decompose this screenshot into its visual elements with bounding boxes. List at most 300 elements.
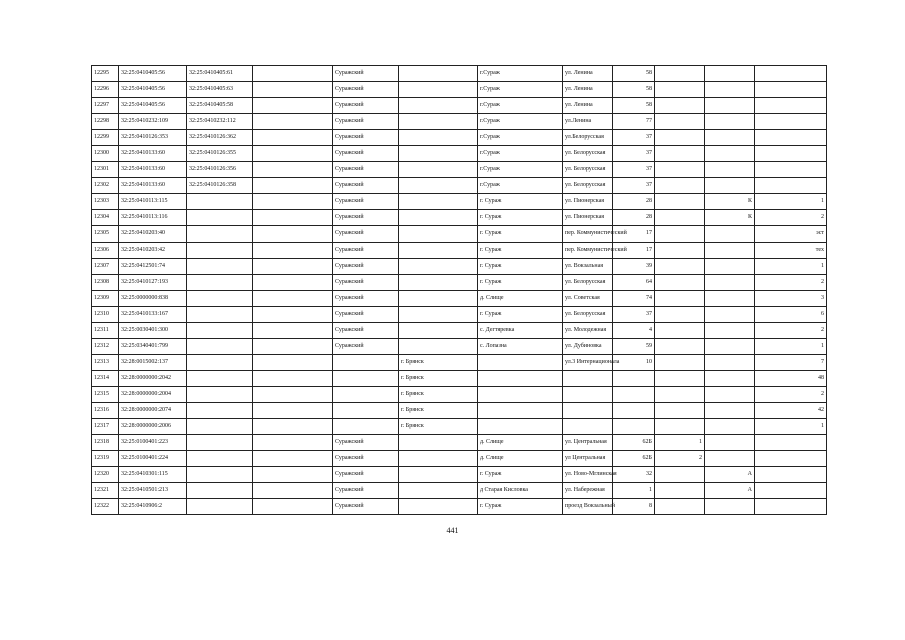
- locality-cell: г. Сураж: [478, 306, 563, 322]
- building-number-cell: [655, 402, 705, 418]
- locality-cell: г. Сураж: [478, 499, 563, 515]
- cadastral-number-cell: 32:25:0410301:115: [119, 467, 187, 483]
- cadastral-number-2-cell: [187, 194, 253, 210]
- table-row: [92, 82, 827, 98]
- city-cell: [399, 162, 478, 178]
- cadastral-number-2-cell: 32:25:0410232:112: [187, 114, 253, 130]
- house-number-cell: 1: [613, 483, 655, 499]
- locality-cell: с. Лопазна: [478, 338, 563, 354]
- district-cell: Суражский: [333, 162, 399, 178]
- city-cell: [399, 226, 478, 242]
- building-number-cell: [655, 242, 705, 258]
- cadastral-number-2-cell: [187, 338, 253, 354]
- building-number-cell: [655, 146, 705, 162]
- apartment-cell: 1: [755, 338, 827, 354]
- empty-cell: [253, 194, 333, 210]
- cadastral-number-cell: 32:25:0100401:224: [119, 451, 187, 467]
- row-number-cell: 12313: [92, 354, 119, 370]
- locality-cell: г.Сураж: [478, 114, 563, 130]
- district-cell: Суражский: [333, 435, 399, 451]
- row-number-cell: 12309: [92, 290, 119, 306]
- locality-cell: г. Сураж: [478, 210, 563, 226]
- table-row: [92, 226, 827, 242]
- district-cell: Суражский: [333, 499, 399, 515]
- locality-cell: д Старая Кисловка: [478, 483, 563, 499]
- cadastral-number-cell: 32:25:0030401:300: [119, 322, 187, 338]
- building-letter-cell: [705, 226, 755, 242]
- street-cell: [563, 402, 613, 418]
- building-letter-cell: [705, 338, 755, 354]
- cadastral-number-2-cell: [187, 274, 253, 290]
- empty-cell: [253, 370, 333, 386]
- building-letter-cell: [705, 451, 755, 467]
- row-number-cell: 12307: [92, 258, 119, 274]
- locality-cell: [478, 354, 563, 370]
- table-row: [92, 370, 827, 386]
- empty-cell: [253, 274, 333, 290]
- table-row: [92, 386, 827, 402]
- empty-cell: [253, 322, 333, 338]
- locality-cell: г. Сураж: [478, 194, 563, 210]
- district-cell: [333, 402, 399, 418]
- house-number-cell: 62Б: [613, 435, 655, 451]
- house-number-cell: 62Б: [613, 451, 655, 467]
- building-letter-cell: [705, 98, 755, 114]
- apartment-cell: [755, 467, 827, 483]
- table-row: [92, 242, 827, 258]
- empty-cell: [253, 483, 333, 499]
- building-number-cell: [655, 178, 705, 194]
- cadastral-number-2-cell: [187, 402, 253, 418]
- building-letter-cell: [705, 146, 755, 162]
- empty-cell: [253, 499, 333, 515]
- district-cell: Суражский: [333, 242, 399, 258]
- house-number-cell: 64: [613, 274, 655, 290]
- cadastral-number-2-cell: [187, 322, 253, 338]
- city-cell: [399, 130, 478, 146]
- apartment-cell: 48: [755, 370, 827, 386]
- cadastral-number-cell: 32:25:0410113:116: [119, 210, 187, 226]
- locality-cell: г.Сураж: [478, 82, 563, 98]
- apartment-cell: тех: [755, 242, 827, 258]
- city-cell: [399, 338, 478, 354]
- cadastral-number-2-cell: [187, 499, 253, 515]
- table-row: [92, 451, 827, 467]
- building-number-cell: [655, 370, 705, 386]
- district-cell: Суражский: [333, 226, 399, 242]
- locality-cell: г. Сураж: [478, 242, 563, 258]
- city-cell: [399, 210, 478, 226]
- city-cell: [399, 82, 478, 98]
- district-cell: Суражский: [333, 483, 399, 499]
- building-number-cell: [655, 114, 705, 130]
- building-letter-cell: [705, 402, 755, 418]
- apartment-cell: [755, 451, 827, 467]
- building-number-cell: [655, 194, 705, 210]
- street-cell: ул.Ленина: [563, 114, 613, 130]
- building-letter-cell: [705, 162, 755, 178]
- locality-cell: г. Сураж: [478, 467, 563, 483]
- row-number-cell: 12311: [92, 322, 119, 338]
- row-number-cell: 12296: [92, 82, 119, 98]
- cadastral-number-cell: 32:25:0410133:60: [119, 146, 187, 162]
- apartment-cell: [755, 178, 827, 194]
- building-number-cell: [655, 162, 705, 178]
- apartment-cell: [755, 146, 827, 162]
- cadastral-number-2-cell: [187, 435, 253, 451]
- row-number-cell: 12303: [92, 194, 119, 210]
- table-row: [92, 258, 827, 274]
- building-number-cell: [655, 274, 705, 290]
- city-cell: [399, 194, 478, 210]
- building-number-cell: [655, 290, 705, 306]
- building-letter-cell: [705, 114, 755, 130]
- empty-cell: [253, 419, 333, 435]
- table-row: [92, 483, 827, 499]
- street-cell: ул. Ленина: [563, 66, 613, 82]
- building-letter-cell: К: [705, 210, 755, 226]
- cadastral-number-cell: 32:25:0410405:56: [119, 66, 187, 82]
- cadastral-number-2-cell: [187, 306, 253, 322]
- house-number-cell: 37: [613, 306, 655, 322]
- city-cell: [399, 451, 478, 467]
- city-cell: [399, 322, 478, 338]
- cadastral-number-2-cell: [187, 467, 253, 483]
- locality-cell: [478, 402, 563, 418]
- city-cell: [399, 435, 478, 451]
- building-letter-cell: [705, 499, 755, 515]
- locality-cell: г. Сураж: [478, 226, 563, 242]
- cadastral-number-2-cell: [187, 370, 253, 386]
- building-letter-cell: [705, 242, 755, 258]
- city-cell: [399, 114, 478, 130]
- building-letter-cell: А: [705, 467, 755, 483]
- row-number-cell: 12300: [92, 146, 119, 162]
- cadastral-number-cell: 32:25:0410501:213: [119, 483, 187, 499]
- building-number-cell: [655, 499, 705, 515]
- building-letter-cell: [705, 354, 755, 370]
- building-letter-cell: [705, 306, 755, 322]
- row-number-cell: 12298: [92, 114, 119, 130]
- street-cell: пер. Коммунистический: [563, 226, 613, 242]
- building-number-cell: [655, 467, 705, 483]
- street-cell: ул.Белорусская: [563, 130, 613, 146]
- street-cell: ул. Белорусская: [563, 178, 613, 194]
- house-number-cell: 77: [613, 114, 655, 130]
- row-number-cell: 12299: [92, 130, 119, 146]
- empty-cell: [253, 114, 333, 130]
- house-number-cell: 37: [613, 130, 655, 146]
- building-letter-cell: [705, 435, 755, 451]
- city-cell: г. Брянск: [399, 402, 478, 418]
- table-row: [92, 499, 827, 515]
- cadastral-number-cell: 32:25:0410126:353: [119, 130, 187, 146]
- empty-cell: [253, 386, 333, 402]
- house-number-cell: 10: [613, 354, 655, 370]
- street-cell: ул. Ленина: [563, 82, 613, 98]
- row-number-cell: 12318: [92, 435, 119, 451]
- city-cell: [399, 467, 478, 483]
- locality-cell: г.Сураж: [478, 162, 563, 178]
- street-cell: ул. Молодежная: [563, 322, 613, 338]
- locality-cell: д. Слище: [478, 435, 563, 451]
- city-cell: г. Брянск: [399, 419, 478, 435]
- street-cell: пер. Коммунистический: [563, 242, 613, 258]
- apartment-cell: [755, 162, 827, 178]
- locality-cell: [478, 370, 563, 386]
- cadastral-number-cell: 32:25:0410405:56: [119, 98, 187, 114]
- cadastral-number-2-cell: [187, 226, 253, 242]
- cadastral-number-cell: 32:25:0410133:60: [119, 162, 187, 178]
- house-number-cell: 17: [613, 242, 655, 258]
- row-number-cell: 12312: [92, 338, 119, 354]
- table-row: [92, 419, 827, 435]
- empty-cell: [253, 162, 333, 178]
- house-number-cell: [613, 402, 655, 418]
- table-body: [92, 66, 827, 515]
- table-row: [92, 402, 827, 418]
- city-cell: [399, 146, 478, 162]
- building-number-cell: [655, 306, 705, 322]
- house-number-cell: 8: [613, 499, 655, 515]
- apartment-cell: 42: [755, 402, 827, 418]
- building-letter-cell: [705, 178, 755, 194]
- city-cell: [399, 290, 478, 306]
- house-number-cell: 32: [613, 467, 655, 483]
- house-number-cell: 37: [613, 146, 655, 162]
- district-cell: Суражский: [333, 114, 399, 130]
- empty-cell: [253, 451, 333, 467]
- table-row: [92, 338, 827, 354]
- district-cell: Суражский: [333, 82, 399, 98]
- street-cell: ул. Ново-Мглинская: [563, 467, 613, 483]
- house-number-cell: 37: [613, 162, 655, 178]
- cadastral-number-cell: 32:25:0412501:74: [119, 258, 187, 274]
- empty-cell: [253, 354, 333, 370]
- house-number-cell: 37: [613, 178, 655, 194]
- cadastral-number-2-cell: [187, 210, 253, 226]
- street-cell: ул. Вокзальная: [563, 258, 613, 274]
- house-number-cell: 17: [613, 226, 655, 242]
- street-cell: [563, 386, 613, 402]
- building-number-cell: [655, 226, 705, 242]
- cadastral-number-cell: 32:25:0410203:42: [119, 242, 187, 258]
- building-number-cell: [655, 322, 705, 338]
- city-cell: [399, 306, 478, 322]
- building-letter-cell: [705, 386, 755, 402]
- apartment-cell: [755, 130, 827, 146]
- building-number-cell: [655, 98, 705, 114]
- district-cell: Суражский: [333, 194, 399, 210]
- district-cell: Суражский: [333, 66, 399, 82]
- building-letter-cell: [705, 258, 755, 274]
- apartment-cell: [755, 483, 827, 499]
- table-row: [92, 66, 827, 82]
- city-cell: [399, 483, 478, 499]
- locality-cell: [478, 419, 563, 435]
- cadastral-number-2-cell: [187, 386, 253, 402]
- cadastral-number-2-cell: [187, 290, 253, 306]
- building-number-cell: [655, 258, 705, 274]
- city-cell: [399, 242, 478, 258]
- cadastral-number-cell: 32:25:0000000:838: [119, 290, 187, 306]
- district-cell: Суражский: [333, 98, 399, 114]
- empty-cell: [253, 98, 333, 114]
- row-number-cell: 12297: [92, 98, 119, 114]
- table-row: [92, 354, 827, 370]
- empty-cell: [253, 435, 333, 451]
- locality-cell: д. Слище: [478, 290, 563, 306]
- building-letter-cell: [705, 82, 755, 98]
- building-letter-cell: [705, 419, 755, 435]
- house-number-cell: 58: [613, 98, 655, 114]
- row-number-cell: 12302: [92, 178, 119, 194]
- house-number-cell: [613, 419, 655, 435]
- street-cell: ул. Советская: [563, 290, 613, 306]
- building-number-cell: [655, 338, 705, 354]
- empty-cell: [253, 82, 333, 98]
- house-number-cell: 28: [613, 210, 655, 226]
- building-number-cell: 1: [655, 435, 705, 451]
- property-register-table: [91, 65, 827, 515]
- table-row: [92, 467, 827, 483]
- district-cell: Суражский: [333, 210, 399, 226]
- apartment-cell: [755, 98, 827, 114]
- building-letter-cell: К: [705, 194, 755, 210]
- street-cell: ул.3 Интернационала: [563, 354, 613, 370]
- empty-cell: [253, 467, 333, 483]
- table-row: [92, 130, 827, 146]
- district-cell: [333, 419, 399, 435]
- house-number-cell: [613, 370, 655, 386]
- locality-cell: г.Сураж: [478, 130, 563, 146]
- house-number-cell: 28: [613, 194, 655, 210]
- building-number-cell: [655, 66, 705, 82]
- cadastral-number-cell: 32:28:0000000:2042: [119, 370, 187, 386]
- house-number-cell: 39: [613, 258, 655, 274]
- cadastral-number-cell: 32:28:0015002:137: [119, 354, 187, 370]
- cadastral-number-2-cell: [187, 242, 253, 258]
- row-number-cell: 12321: [92, 483, 119, 499]
- building-letter-cell: [705, 274, 755, 290]
- empty-cell: [253, 338, 333, 354]
- locality-cell: г. Сураж: [478, 274, 563, 290]
- locality-cell: г.Сураж: [478, 66, 563, 82]
- district-cell: Суражский: [333, 130, 399, 146]
- district-cell: Суражский: [333, 258, 399, 274]
- empty-cell: [253, 130, 333, 146]
- city-cell: [399, 499, 478, 515]
- apartment-cell: 2: [755, 322, 827, 338]
- building-number-cell: [655, 483, 705, 499]
- building-number-cell: 2: [655, 451, 705, 467]
- cadastral-number-2-cell: 32:25:0410405:58: [187, 98, 253, 114]
- street-cell: ул. Набережная: [563, 483, 613, 499]
- cadastral-number-2-cell: 32:25:0410126:362: [187, 130, 253, 146]
- table-row: [92, 274, 827, 290]
- building-number-cell: [655, 130, 705, 146]
- empty-cell: [253, 210, 333, 226]
- cadastral-number-2-cell: [187, 483, 253, 499]
- cadastral-number-cell: 32:25:0410232:109: [119, 114, 187, 130]
- cadastral-number-2-cell: 32:25:0410405:61: [187, 66, 253, 82]
- row-number-cell: 12306: [92, 242, 119, 258]
- apartment-cell: 2: [755, 386, 827, 402]
- table-row: [92, 162, 827, 178]
- city-cell: [399, 178, 478, 194]
- apartment-cell: [755, 114, 827, 130]
- street-cell: ул. Пионерская: [563, 210, 613, 226]
- locality-cell: г. Сураж: [478, 258, 563, 274]
- apartment-cell: 2: [755, 274, 827, 290]
- district-cell: Суражский: [333, 451, 399, 467]
- row-number-cell: 12301: [92, 162, 119, 178]
- house-number-cell: [613, 386, 655, 402]
- table-row: [92, 178, 827, 194]
- table-row: [92, 306, 827, 322]
- street-cell: ул. Центральная: [563, 435, 613, 451]
- city-cell: [399, 66, 478, 82]
- row-number-cell: 12308: [92, 274, 119, 290]
- city-cell: г. Брянск: [399, 386, 478, 402]
- house-number-cell: 58: [613, 66, 655, 82]
- district-cell: Суражский: [333, 306, 399, 322]
- cadastral-number-cell: 32:25:0410113:115: [119, 194, 187, 210]
- street-cell: ул. Ленина: [563, 98, 613, 114]
- house-number-cell: 58: [613, 82, 655, 98]
- table-row: [92, 98, 827, 114]
- row-number-cell: 12322: [92, 499, 119, 515]
- street-cell: ул. Дубиновка: [563, 338, 613, 354]
- empty-cell: [253, 402, 333, 418]
- cadastral-number-cell: 32:25:0410127:193: [119, 274, 187, 290]
- apartment-cell: 1: [755, 258, 827, 274]
- apartment-cell: 7: [755, 354, 827, 370]
- district-cell: Суражский: [333, 146, 399, 162]
- street-cell: ул. Белорусская: [563, 162, 613, 178]
- row-number-cell: 12320: [92, 467, 119, 483]
- house-number-cell: 59: [613, 338, 655, 354]
- building-letter-cell: [705, 370, 755, 386]
- city-cell: [399, 274, 478, 290]
- street-cell: ул Центральная: [563, 451, 613, 467]
- apartment-cell: 1: [755, 419, 827, 435]
- locality-cell: д. Слище: [478, 451, 563, 467]
- district-cell: Суражский: [333, 290, 399, 306]
- building-number-cell: [655, 210, 705, 226]
- row-number-cell: 12319: [92, 451, 119, 467]
- street-cell: проезд Вокзальный: [563, 499, 613, 515]
- row-number-cell: 12314: [92, 370, 119, 386]
- building-letter-cell: [705, 290, 755, 306]
- row-number-cell: 12305: [92, 226, 119, 242]
- cadastral-number-cell: 32:25:0410203:40: [119, 226, 187, 242]
- city-cell: [399, 98, 478, 114]
- district-cell: [333, 370, 399, 386]
- apartment-cell: [755, 435, 827, 451]
- building-letter-cell: [705, 322, 755, 338]
- row-number-cell: 12315: [92, 386, 119, 402]
- row-number-cell: 12295: [92, 66, 119, 82]
- district-cell: Суражский: [333, 467, 399, 483]
- cadastral-number-2-cell: 32:25:0410126:355: [187, 146, 253, 162]
- cadastral-number-cell: 32:25:0100401:223: [119, 435, 187, 451]
- city-cell: г. Брянск: [399, 354, 478, 370]
- street-cell: [563, 370, 613, 386]
- page-number: 441: [446, 526, 459, 535]
- city-cell: [399, 258, 478, 274]
- cadastral-number-cell: 32:28:0000000:2074: [119, 402, 187, 418]
